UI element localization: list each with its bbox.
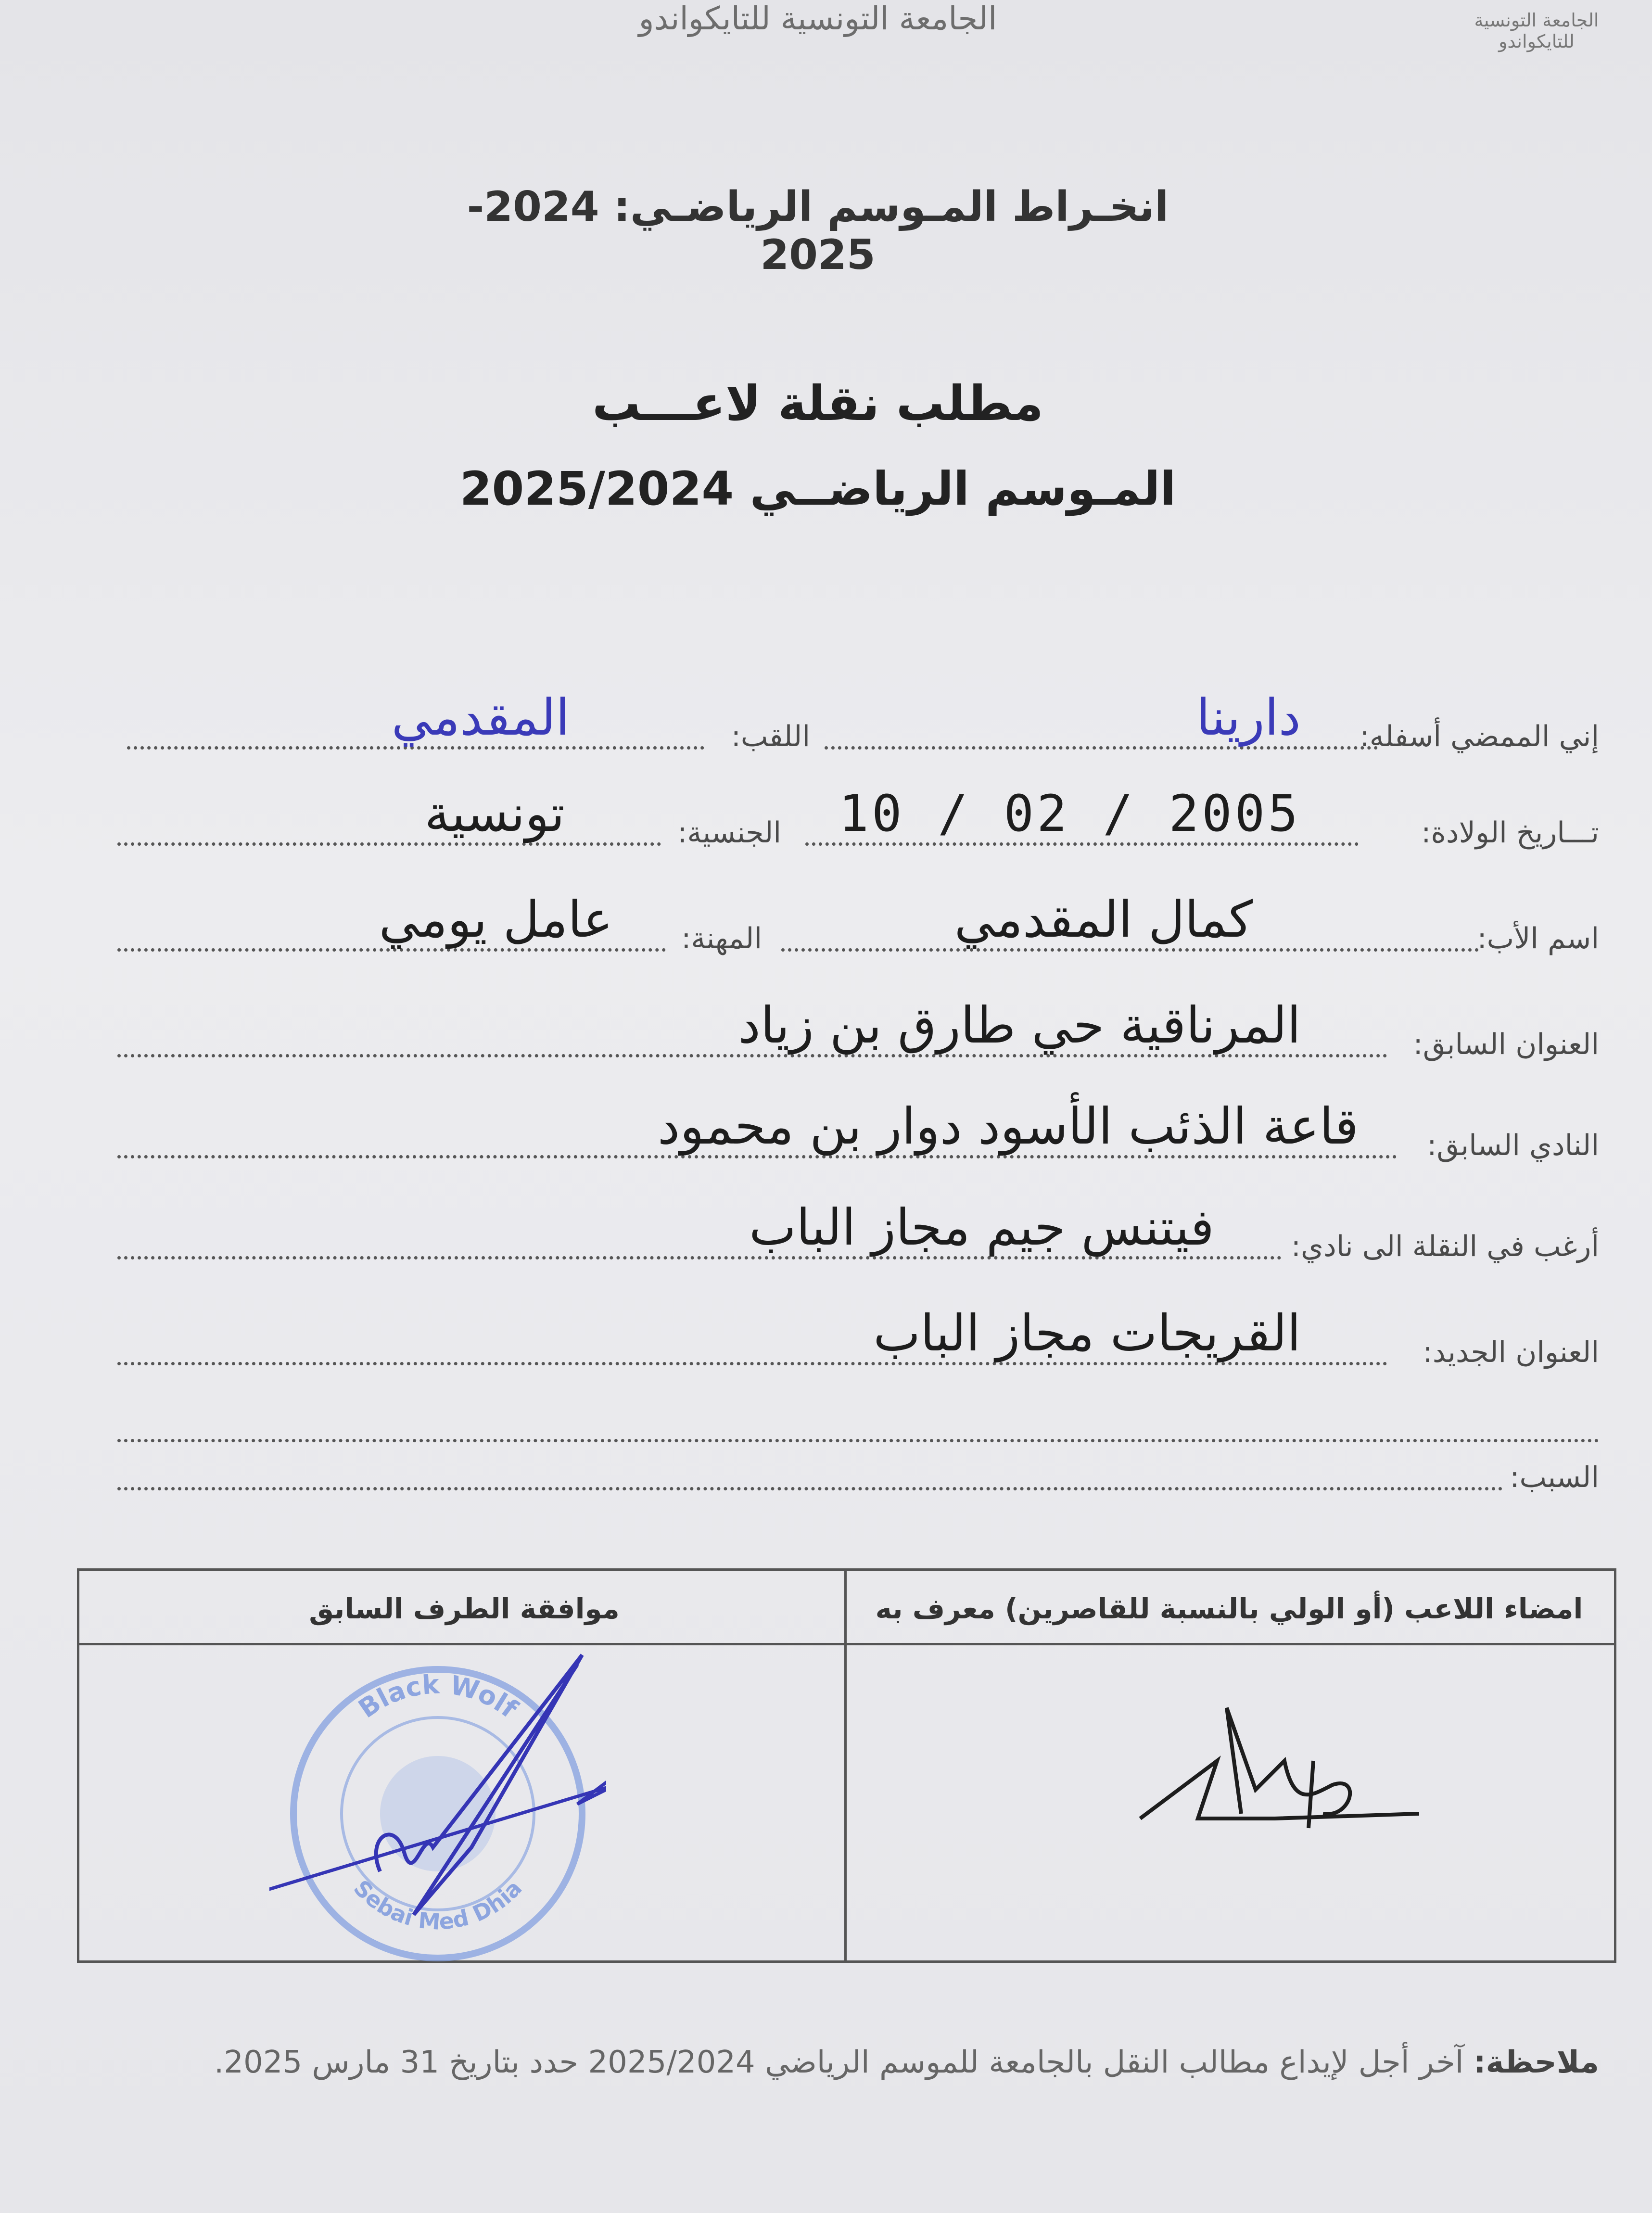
father-value: كمال المقدمي: [954, 890, 1253, 949]
nationality-value: تونسية: [424, 784, 565, 843]
signature-table-divider: [844, 1571, 847, 1960]
note-text: آخر أجل لإيداع مطالب النقل بالجامعة للموسم الرياضي 2025/2024 حدد بتاريخ 31 مارس 2025.: [214, 2045, 1464, 2080]
stamp-text-bottom: Sebai Med Dhia: [348, 1875, 527, 1935]
signature-stroke-2: [1227, 1708, 1350, 1828]
birth-label: تـــاريخ الولادة:: [1421, 816, 1599, 850]
previous-club-approval-header: موافقة الطرف السابق: [309, 1592, 620, 1625]
new-address-value: القريجات مجاز الباب: [873, 1304, 1301, 1362]
new-address-label: العنوان الجديد:: [1423, 1335, 1599, 1369]
club-stamp: [269, 1645, 606, 1982]
job-dots: [117, 948, 666, 952]
surname-dots: [127, 746, 704, 750]
reason-dots: [117, 1487, 1503, 1490]
row-reason: [115, 1434, 1599, 1501]
deadline-note: [204, 2045, 1599, 2080]
old-address-label: العنوان السابق:: [1413, 1028, 1599, 1061]
row-signer-surname: [115, 688, 1599, 760]
form-season: المـوسم الرياضــي 2025/2024: [459, 462, 1176, 516]
signer-label: إني الممضي أسفله:: [1360, 720, 1599, 753]
signature-stroke: [1140, 1761, 1419, 1819]
old-club-dots: [117, 1155, 1397, 1158]
form-title: مطلب نقلة لاعـــب: [592, 375, 1043, 432]
nationality-dots: [117, 842, 661, 846]
stamp-text-top: Black Wolf: [353, 1669, 523, 1724]
surname-value: المقدمي: [391, 688, 570, 747]
signer-dots: [825, 746, 1378, 750]
new-club-label: أرغب في النقلة الى نادي:: [1291, 1230, 1599, 1263]
job-label: المهنة:: [681, 922, 762, 955]
row-birth-nationality: [115, 784, 1599, 856]
father-label: اسم الأب:: [1477, 922, 1599, 955]
new-club-value: فيتنس جيم مجاز الباب: [749, 1198, 1214, 1257]
organization-header: الجامعة التونسية للتايكواندو: [638, 0, 997, 37]
note-prefix: ملاحظة:: [1473, 2045, 1599, 2080]
registration-season-line: انخـراط المـوسم الرياضـي: 2024- 2025: [467, 183, 1169, 279]
reason-label: السبب:: [1510, 1461, 1599, 1494]
federation-logo: الجامعة التونسية للتايكواندو: [1474, 10, 1599, 52]
new-club-dots: [117, 1256, 1282, 1259]
old-club-label: النادي السابق:: [1427, 1129, 1599, 1162]
row-old-club: [115, 1097, 1599, 1169]
player-signature-header: امضاء اللاعب (أو الولي بالنسبة للقاصرين) معرف به: [875, 1592, 1583, 1625]
signer-value: دارينا: [1196, 688, 1301, 747]
row-new-club: [115, 1198, 1599, 1270]
surname-label: اللقب:: [731, 720, 810, 753]
nationality-label: الجنسية:: [677, 816, 781, 850]
player-signature: [1131, 1693, 1419, 1847]
row-old-address: [115, 996, 1599, 1068]
job-value: عامل يومي: [379, 890, 613, 949]
row-new-address: [115, 1304, 1599, 1376]
old-address-dots: [117, 1054, 1387, 1057]
old-club-value: قاعة الذئب الأسود دوار بن محمود: [658, 1097, 1359, 1156]
row-father-job: [115, 890, 1599, 962]
birth-value: 2005 / 02 / 10: [839, 784, 1301, 843]
father-dots: [781, 948, 1479, 952]
old-address-value: المرناقية حي طارق بن زياد: [738, 996, 1301, 1055]
new-address-dots: [117, 1362, 1387, 1365]
birth-dots: [805, 842, 1359, 846]
